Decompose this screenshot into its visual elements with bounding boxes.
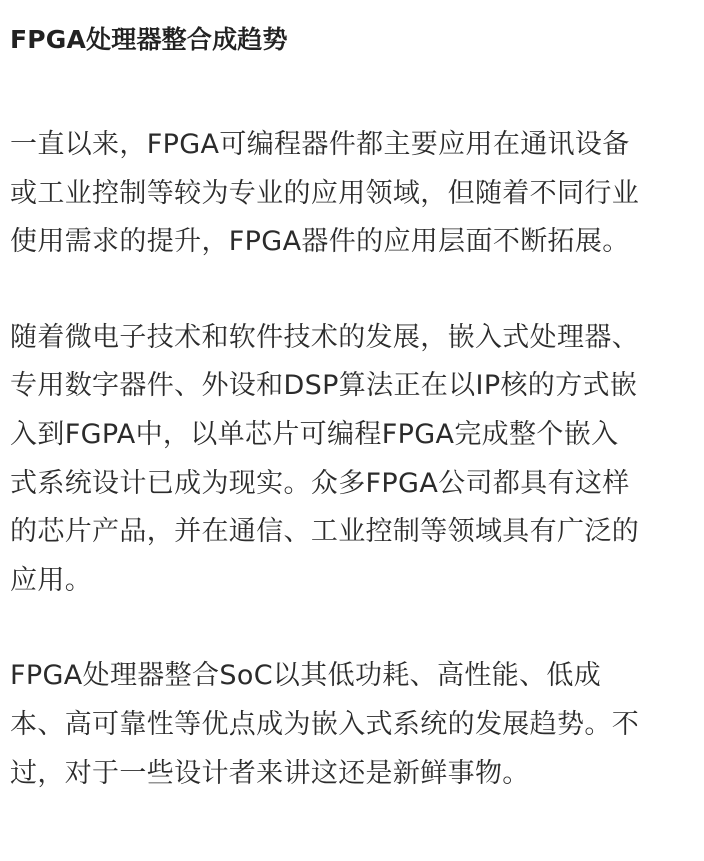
paragraph-line: 随着微电子技术和软件技术的发展，嵌入式处理器、 [10,321,640,353]
paragraph-soc-trend [10,652,700,798]
article-title: FPGA处理器整合成趋势 [10,25,288,54]
paragraph-technology [10,314,700,606]
paragraph-line: 使用需求的提升，FPGA器件的应用层面不断拓展。 [10,226,630,258]
paragraph-line: 式系统设计已成为现实。众多FPGA公司都具有这样 [10,467,630,499]
paragraph-line: 应用。 [10,564,93,596]
paragraph-line: 的芯片产品，并在通信、工业控制等领域具有广泛的 [10,516,640,548]
article-body [10,18,700,798]
paragraph-line: 过，对于一些设计者来讲这还是新鲜事物。 [10,757,530,789]
paragraph-line: 专用数字器件、外设和DSP算法正在以IP核的方式嵌 [10,370,638,402]
paragraph-intro [10,121,700,267]
paragraph-line: 本、高可靠性等优点成为嵌入式系统的发展趋势。不 [10,708,640,740]
paragraph-line: 或工业控制等较为专业的应用领域，但随着不同行业 [10,177,640,209]
paragraph-line: 入到FGPA中，以单芯片可编程FPGA完成整个嵌入 [10,418,619,450]
paragraph-line: FPGA处理器整合SoC以其低功耗、高性能、低成 [10,660,602,692]
paragraph-line: 一直以来，FPGA可编程器件都主要应用在通讯设备 [10,129,630,160]
